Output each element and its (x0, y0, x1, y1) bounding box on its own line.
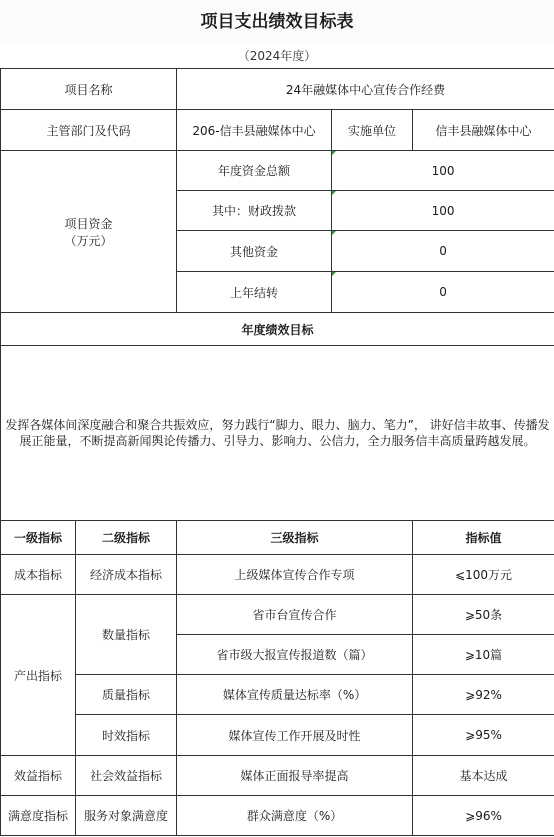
fund-value: 0 (332, 272, 554, 313)
implementing-unit-label: 实施单位 (332, 110, 413, 151)
header-value: 指标值 (413, 521, 554, 555)
benefit-l2: 社会效益指标 (76, 756, 177, 796)
header-level2: 二级指标 (76, 521, 177, 555)
fund-label: 上年结转 (177, 272, 332, 313)
header-level1: 一级指标 (1, 521, 76, 555)
sheet-title: 项目支出绩效目标表 (0, 0, 554, 44)
satisfaction-value: ⩾96% (413, 796, 554, 836)
cost-indicator-row (1, 555, 554, 595)
quality-value: ⩾92% (413, 675, 554, 715)
output-quantity-row-1 (1, 595, 554, 635)
fund-value: 0 (332, 231, 554, 272)
department-label: 主管部门及代码 (1, 110, 177, 151)
output-quality-row (1, 675, 554, 715)
annual-goal-text: 发挥各媒体间深度融合和聚合共振效应，努力践行“脚力、眼力、脑力、笔力”， 讲好信丰故事、传播发展正能量，不断提高新闻舆论传播力、引导力、影响力、公信力，全力服务信丰高质量跨越发展。 (1, 346, 554, 521)
timeliness-l3: 媒体宣传工作开展及时性 (177, 715, 413, 756)
implementing-unit-value: 信丰县融媒体中心 (413, 110, 554, 151)
goal-header-row (1, 313, 554, 346)
quality-l3: 媒体宣传质量达标率（%） (177, 675, 413, 715)
sheet-year: （2024年度） (237, 49, 317, 63)
fund-label: 其他资金 (177, 231, 332, 272)
quantity-l3: 省市级大报宣传报道数（篇） (177, 635, 413, 675)
benefit-l3: 媒体正面报导率提高 (177, 756, 413, 796)
timeliness-value: ⩾95% (413, 715, 554, 756)
satisfaction-l1: 满意度指标 (1, 796, 76, 836)
cost-value: ⩽100万元 (413, 555, 554, 595)
project-name-label: 项目名称 (1, 69, 177, 110)
fund-label: 其中：财政拨款 (177, 191, 332, 231)
quantity-value: ⩾50条 (413, 595, 554, 635)
department-row (1, 110, 554, 151)
satisfaction-l2: 服务对象满意度 (76, 796, 177, 836)
cost-l1: 成本指标 (1, 555, 76, 595)
satisfaction-l3: 群众满意度（%） (177, 796, 413, 836)
timeliness-l2: 时效指标 (76, 715, 177, 756)
quantity-value: ⩾10篇 (413, 635, 554, 675)
output-timeliness-row (1, 715, 554, 756)
project-funds-label-line2: （万元） (64, 233, 113, 248)
cost-l3: 上级媒体宣传合作专项 (177, 555, 413, 595)
fund-label: 年度资金总额 (177, 151, 332, 191)
fund-value: 100 (332, 151, 554, 191)
project-name-value: 24年融媒体中心宣传合作经费 (177, 69, 554, 110)
indicator-header-row (1, 521, 554, 555)
header-level3: 三级指标 (177, 521, 413, 555)
performance-table (0, 68, 554, 836)
department-value: 206-信丰县融媒体中心 (177, 110, 332, 151)
benefit-l1: 效益指标 (1, 756, 76, 796)
cost-l2: 经济成本指标 (76, 555, 177, 595)
fund-row-total (1, 151, 554, 191)
fund-value: 100 (332, 191, 554, 231)
project-funds-label (1, 151, 177, 313)
project-funds-label-line1: 项目资金 (64, 216, 113, 231)
goal-text-row (1, 346, 554, 521)
quantity-l2: 数量指标 (76, 595, 177, 675)
quality-l2: 质量指标 (76, 675, 177, 715)
output-l1: 产出指标 (1, 595, 76, 756)
benefit-indicator-row (1, 756, 554, 796)
annual-goal-header: 年度绩效目标 (1, 313, 554, 346)
quantity-l3: 省市台宣传合作 (177, 595, 413, 635)
benefit-value: 基本达成 (413, 756, 554, 796)
project-name-row (1, 69, 554, 110)
satisfaction-indicator-row (1, 796, 554, 836)
